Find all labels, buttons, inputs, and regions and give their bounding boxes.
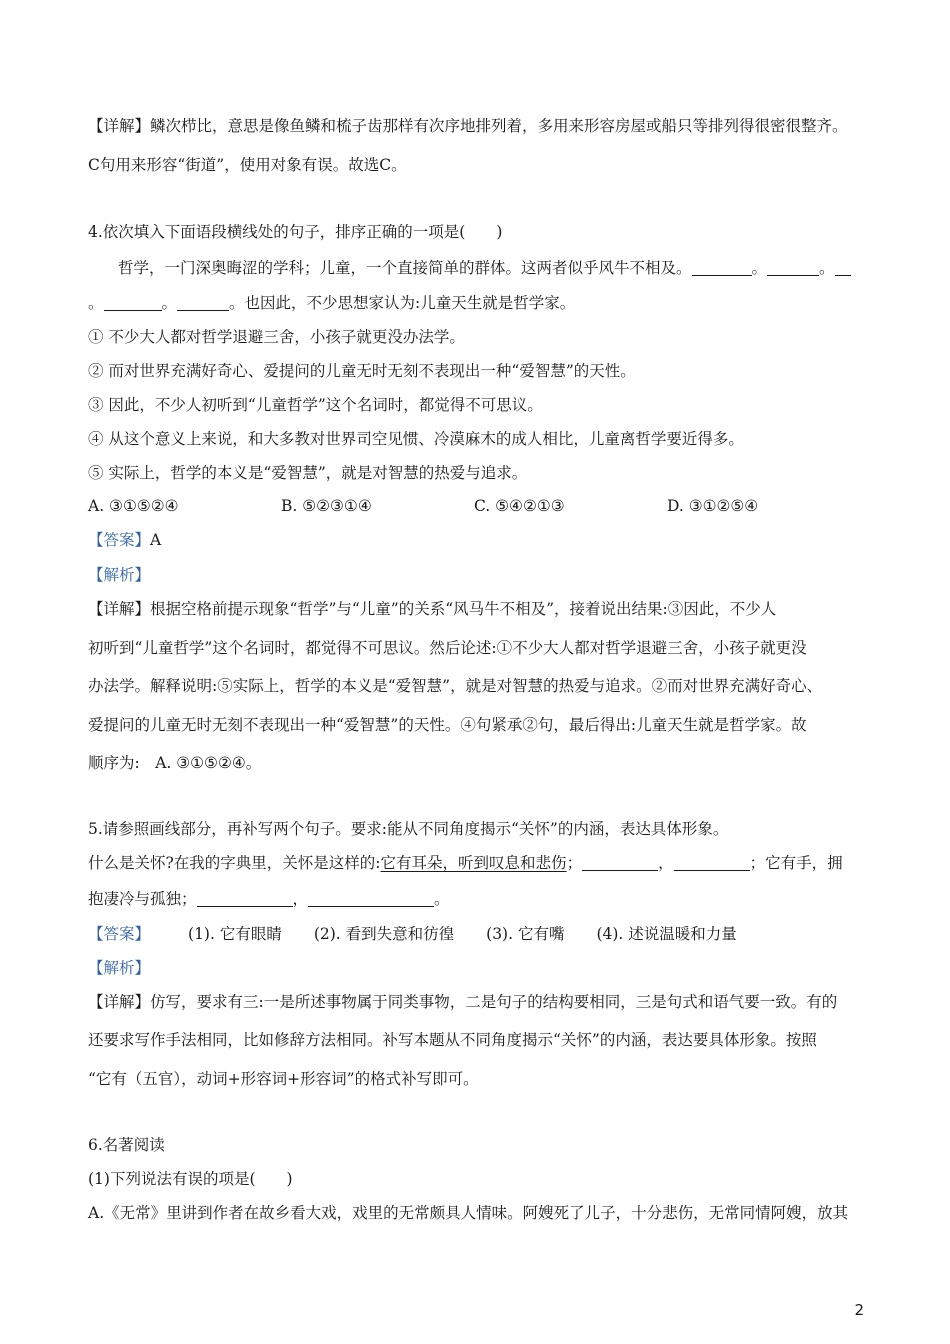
detail-tag: 【详解】	[88, 600, 151, 618]
q4-passage-line-2: 。 。 。也因此，不少思想家认为:儿童天生就是哲学家。	[88, 294, 576, 312]
q4-item-3: ③ 因此，不少人初听到“儿童哲学”这个名词时，都觉得不可思议。	[88, 396, 543, 414]
q5-stem: 5.请参照画线部分，再补写两个句子。要求:能从不同角度揭示“关怀”的内涵，表达具体形象。	[88, 820, 729, 838]
q4-item-1: ① 不少大人都对哲学退避三舍，小孩子就更没办法学。	[88, 328, 465, 346]
option-a: A. ③①⑤②④	[88, 497, 179, 515]
answer-tag: 【答案】	[88, 925, 151, 943]
q3-detail-line-2: C句用来形容“街道”，使用对象有误。故选C。	[88, 156, 407, 174]
underlined-example: 它有耳朵，听到叹息和悲伤	[380, 854, 567, 872]
q4-detail-line-4: 爱提问的儿童无时无刻不表现出一种“爱智慧”的天性。④句紧承②句，最后得出:儿童天生就是哲学家。故	[88, 716, 807, 734]
q4-analysis-tag: 【解析】	[88, 566, 151, 584]
q5-line-2: 抱凄冷与孤独； ， 。	[88, 890, 450, 908]
q4-answer: 【答案】A	[88, 531, 162, 549]
answer-tag: 【答案】	[88, 531, 151, 549]
q4-item-2: ② 而对世界充满好奇心、爱提问的儿童无时无刻不表现出一种“爱智慧”的天性。	[88, 362, 636, 380]
fill-blank	[767, 259, 819, 276]
detail-tag: 【详解】	[88, 993, 151, 1011]
q3-detail-line-1: 【详解】鳞次栉比，意思是像鱼鳞和梳子齿那样有次序地排列着，多用来形容房屋或船只等排列得很密很整齐。	[88, 117, 848, 135]
fill-blank	[177, 294, 229, 311]
answer-4: (4). 述说温暖和力量	[596, 925, 737, 943]
q5-analysis-tag: 【解析】	[88, 959, 151, 977]
q4-options	[88, 494, 878, 518]
fill-blank	[197, 890, 293, 907]
option-d: D. ③①②⑤④	[667, 497, 759, 515]
page-number: 2	[854, 1301, 864, 1319]
detail-tag: 【详解】	[88, 117, 151, 135]
q6-sub-question-1: (1)下列说法有误的项是( )	[88, 1170, 293, 1188]
answer-3: (3). 它有嘴	[486, 925, 565, 943]
fill-blank	[308, 890, 434, 907]
q4-item-4: ④ 从这个意义上来说，和大多教对世界司空见惯、冷漠麻木的成人相比，儿童离哲学要近得多。	[88, 430, 744, 448]
q4-item-5: ⑤ 实际上，哲学的本义是“爱智慧”，就是对智慧的热爱与追求。	[88, 464, 528, 482]
option-c: C. ⑤④②①③	[474, 497, 565, 515]
q4-detail-line-5: 顺序为: A. ③①⑤②④。	[88, 754, 262, 772]
q4-stem: 4.依次填入下面语段横线处的句子，排序正确的一项是( )	[88, 223, 503, 241]
q4-detail-line-3: 办法学。解释说明:⑤实际上，哲学的本义是“爱智慧”，就是对智慧的热爱与追求。②而对世界充满好奇心、	[88, 677, 823, 695]
fill-blank	[835, 259, 851, 276]
q5-answer	[88, 922, 878, 946]
q5-detail-line-2: 还要求写作手法相同，比如修辞方法相同。补写本题从不同角度揭示“关怀”的内涵，表达要具体形象。按照	[88, 1031, 817, 1049]
answer-1: (1). 它有眼睛	[188, 925, 282, 943]
q4-detail-line-2: 初听到“儿童哲学”这个名词时，都觉得不可思议。然后论述:①不少大人都对哲学退避三舍，小孩子就更没	[88, 639, 807, 657]
q4-passage-line-1: 哲学，一门深奥晦涩的学科；儿童，一个直接简单的群体。这两者似乎风牛不相及。 。 。	[118, 256, 908, 280]
fill-blank	[692, 259, 752, 276]
fill-blank	[674, 854, 750, 871]
q5-line-1: 什么是关怀?在我的字典里，关怀是这样的:它有耳朵，听到叹息和悲伤； ， ；它有手，拥	[88, 854, 843, 872]
answer-2: (2). 看到失意和彷徨	[313, 925, 455, 943]
q5-detail-line-3: “它有（五官），动词+形容词+形容词”的格式补写即可。	[88, 1070, 479, 1088]
fill-blank	[104, 294, 162, 311]
q4-detail-line-1: 【详解】根据空格前提示现象“哲学”与“儿童”的关系“风马牛不相及”，接着说出结果:③因此，不少人	[88, 600, 777, 618]
q6-option-a: A.《无常》里讲到作者在故乡看大戏，戏里的无常颇具人情味。阿嫂死了儿子，十分悲伤，无常同情阿嫂，放其	[88, 1204, 849, 1222]
option-b: B. ⑤②③①④	[281, 497, 372, 515]
q5-detail-line-1: 【详解】仿写，要求有三:一是所述事物属于同类事物，二是句子的结构要相同，三是句式和语气要一致。有的	[88, 993, 838, 1011]
fill-blank	[582, 854, 658, 871]
q6-stem: 6.名著阅读	[88, 1136, 165, 1154]
